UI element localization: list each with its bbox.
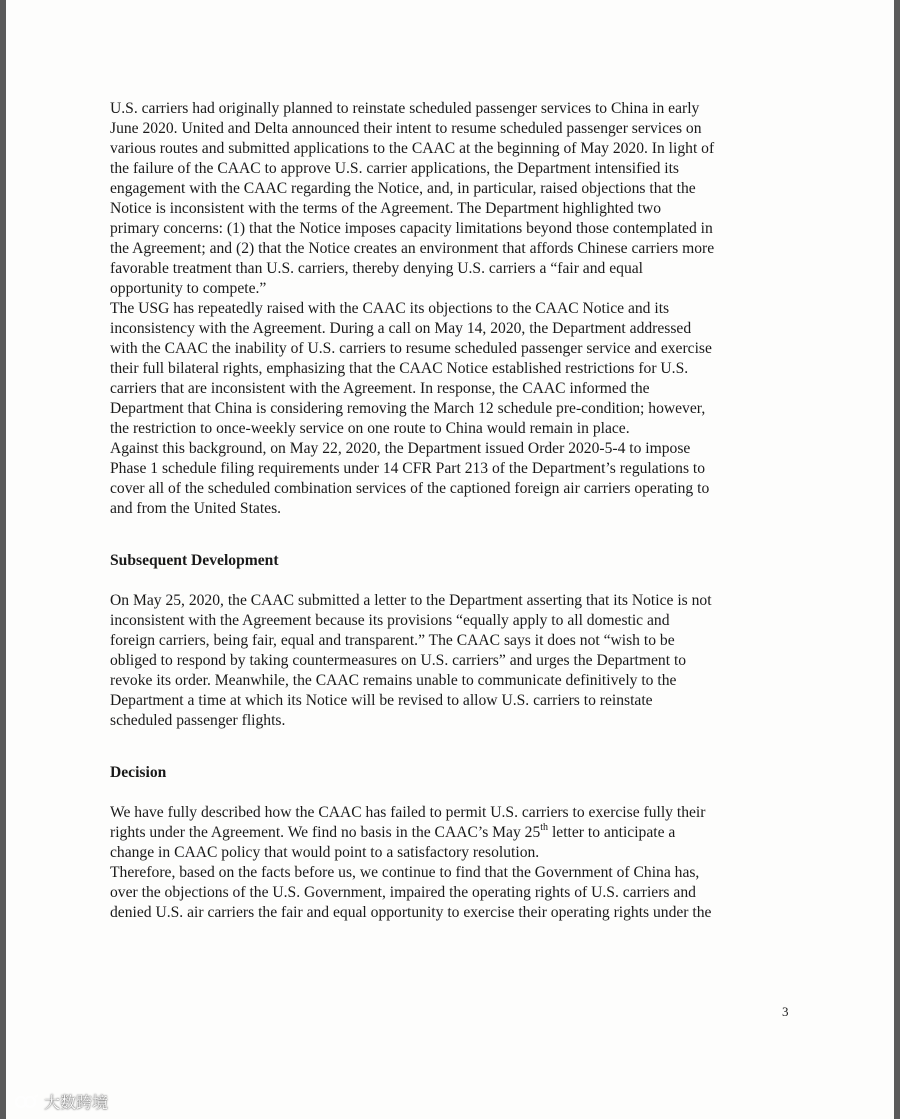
text-line: the failure of the CAAC to approve U.S. carrier applications, the Department intensified its <box>110 160 680 177</box>
text-line: favorable treatment than U.S. carriers, thereby denying U.S. carriers a “fair and equal <box>110 260 643 277</box>
text-line: over the objections of the U.S. Government, impaired the operating rights of U.S. carriers and <box>110 884 696 901</box>
text-line: engagement with the CAAC regarding the Notice, and, in particular, raised objections that the <box>110 180 696 197</box>
section-heading-subsequent-development: Subsequent Development <box>110 552 279 569</box>
text-line: U.S. carriers had originally planned to reinstate scheduled passenger services to China in early <box>110 100 700 117</box>
paragraph-order-background <box>110 439 800 519</box>
text-line: Notice is inconsistent with the terms of the Agreement. The Department highlighted two <box>110 200 662 217</box>
text-line: opportunity to compete.” <box>110 280 267 297</box>
text-line: primary concerns: (1) that the Notice imposes capacity limitations beyond those contemplated in <box>110 220 713 237</box>
text-line: their full bilateral rights, emphasizing that the CAAC Notice established restrictions for U.S. <box>110 360 689 377</box>
section-heading-decision: Decision <box>110 764 167 781</box>
text-line: Department a time at which its Notice will be revised to allow U.S. carriers to reinstate <box>110 692 653 709</box>
text-line: Phase 1 schedule filing requirements under 14 CFR Part 213 of the Department’s regulations to <box>110 460 706 477</box>
right-edge <box>894 0 900 1119</box>
paragraph-usg-objections <box>110 299 800 439</box>
text-line: the Agreement; and (2) that the Notice creates an environment that affords Chinese carriers more <box>110 240 715 257</box>
paragraph-subsequent-development <box>110 591 800 731</box>
paragraph-decision-described <box>110 803 800 863</box>
text-line: scheduled passenger flights. <box>110 712 286 729</box>
text-line: On May 25, 2020, the CAAC submitted a letter to the Department asserting that its Notice is not <box>110 592 712 609</box>
page-number: 3 <box>782 1004 789 1019</box>
text-line: Department that China is considering removing the March 12 schedule pre-condition; however, <box>110 400 706 417</box>
text-line: The USG has repeatedly raised with the CAAC its objections to the CAAC Notice and its <box>110 300 670 317</box>
text-line: foreign carriers, being fair, equal and transparent.” The CAAC says it does not “wish to be <box>110 632 675 649</box>
paragraph-decision-therefore <box>110 863 800 923</box>
text-line <box>110 823 800 843</box>
text-line: Against this background, on May 22, 2020, the Department issued Order 2020-5-4 to impose <box>110 440 691 457</box>
text-line: We have fully described how the CAAC has failed to permit U.S. carriers to exercise fully their <box>110 804 706 821</box>
text-line: the restriction to once-weekly service on one route to China would remain in place. <box>110 420 630 437</box>
watermark-text: 大数跨境 <box>44 1093 109 1112</box>
watermark-logo-icon <box>14 1093 40 1111</box>
text-line: Therefore, based on the facts before us, we continue to find that the Government of China has, <box>110 864 700 881</box>
document-body <box>110 99 800 923</box>
document-page <box>6 0 894 1119</box>
text-line: June 2020. United and Delta announced their intent to resume scheduled passenger services on <box>110 120 702 137</box>
text-fragment: letter to anticipate a <box>548 824 676 841</box>
text-line: change in CAAC policy that would point to a satisfactory resolution. <box>110 844 540 861</box>
text-line: and from the United States. <box>110 500 282 517</box>
text-line: with the CAAC the inability of U.S. carriers to resume scheduled passenger service and exercise <box>110 340 712 357</box>
paragraph-carrier-plans <box>110 99 800 299</box>
text-line: revoke its order. Meanwhile, the CAAC remains unable to communicate definitively to the <box>110 672 677 689</box>
watermark <box>14 1090 108 1113</box>
text-fragment: rights under the Agreement. We find no basis in the CAAC’s May 25 <box>110 824 541 841</box>
text-line: various routes and submitted applications to the CAAC at the beginning of May 2020. In light of <box>110 140 715 157</box>
text-line: obliged to respond by taking countermeasures on U.S. carriers” and urges the Department to <box>110 652 687 669</box>
text-line: cover all of the scheduled combination services of the captioned foreign air carriers operating to <box>110 480 710 497</box>
text-line: inconsistency with the Agreement. During a call on May 14, 2020, the Department addressed <box>110 320 692 337</box>
text-line: inconsistent with the Agreement because its provisions “equally apply to all domestic and <box>110 612 670 629</box>
text-line: carriers that are inconsistent with the Agreement. In response, the CAAC informed the <box>110 380 650 397</box>
text-line: denied U.S. air carriers the fair and equal opportunity to exercise their operating rights under the <box>110 904 712 921</box>
ordinal-suffix: th <box>540 821 549 833</box>
